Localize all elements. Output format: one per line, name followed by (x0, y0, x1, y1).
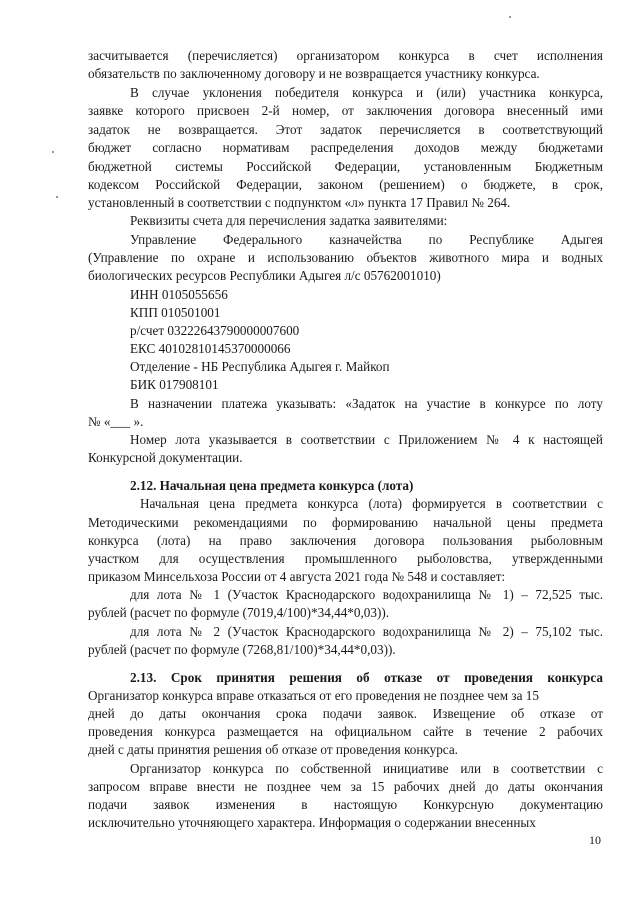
text-line: засчитывается (перечисляется) организатором конкурса в счет исполнения (88, 48, 603, 63)
text-line: Отделение - НБ Республика Адыгея г. Майкоп (130, 359, 390, 375)
text-line: запросом вправе внести не позднее чем за 15 рабочих дней до даты окончания (88, 778, 603, 794)
text-line: бюджетной системы Российской Федерации, установленным Бюджетным (88, 158, 603, 174)
text-line: Начальная цена предмета конкурса (лота) формируется в соответствии с (140, 496, 603, 512)
text-line: конкурса (лота) на право заключения договора пользования рыболовным (88, 532, 603, 548)
text-line: участком для осуществления промышленного рыболовства, утвержденными (88, 550, 603, 566)
text-line: р/счет 03222643790000007600 (130, 322, 300, 338)
scan-speck (56, 196, 58, 198)
text-line: рублей (расчет по формуле (7268,81/100)*34,44*0,03)). (88, 641, 396, 657)
text-line: дней с даты принятия решения об отказе от проведения конкурса. (88, 742, 458, 758)
text-line: ИНН 0105055656 (130, 286, 228, 302)
text-line: задаток не возвращается. Этот задаток перечисляется в соответствующий (88, 121, 603, 137)
text-line: обязательств по заключенному договору и не возвращается участнику конкурса. (88, 66, 540, 82)
text-line: рублей (расчет по формуле (7019,4/100)*34,44*0,03)). (88, 605, 390, 621)
text-line: для лота № 2 (Участок Краснодарского водохранилища № 2) – 75,102 тыс. (130, 623, 603, 639)
text-line: бюджет согласно нормативам распределения доходов между бюджетами (88, 139, 603, 155)
text-line: для лота № 1 (Участок Краснодарского водохранилища № 1) – 72,525 тыс. (130, 587, 603, 603)
scan-speck (52, 151, 54, 153)
text-line: подачи заявок изменения в настоящую Конкурсную документацию (88, 796, 603, 812)
section-heading: 2.12. Начальная цена предмета конкурса (лота) (130, 478, 414, 494)
text-line: Организатор конкурса по собственной инициативе или в соответствии с (130, 760, 603, 776)
text-line: КПП 010501001 (130, 304, 221, 320)
text-line: кодексом Российской Федерации, законом (решением) о бюджете, в срок, (88, 176, 603, 192)
section-heading: 2.13. Срок принятия решения об отказе от проведения конкурса (130, 669, 603, 685)
text-line: заявке которого присвоен 2-й номер, от заключения договора внесенный ими (88, 103, 603, 119)
text-line: биологических ресурсов Республики Адыгея л/с 05762001010) (88, 268, 441, 284)
text-line: БИК 017908101 (130, 377, 219, 393)
text-line: приказом Минсельхоза России от 4 августа 2021 года № 548 и составляет: (88, 569, 506, 584)
scan-speck (509, 16, 511, 18)
text-line: (Управление по охране и использованию объектов животного мира и водных (88, 250, 603, 266)
text-line: Реквизиты счета для перечисления задатка заявителями: (130, 213, 448, 229)
text-line: № «___ ». (88, 413, 144, 429)
text-line: дней до даты окончания срока подачи заявок. Извещение об отказе от (88, 706, 603, 721)
text-line: Организатор конкурса вправе отказаться от его проведения не позднее чем за 15 (88, 687, 539, 703)
text-line: исключительно уточняющего характера. Информация о содержании внесенных (88, 815, 536, 830)
text-line: ЕКС 40102810145370000066 (130, 341, 291, 357)
text-line: Конкурсной документации. (88, 450, 243, 466)
text-line: В случае уклонения победителя конкурса и (или) участника конкурса, (130, 85, 603, 101)
text-line: Методическими рекомендациями по формированию начальной цены предмета (88, 514, 603, 530)
text-line: Номер лота указывается в соответствии с Приложением № 4 к настоящей (130, 431, 603, 447)
text-line: проведения конкурса размещается на официальном сайте в течение 2 рабочих (88, 724, 603, 740)
page-number: 10 (589, 833, 601, 847)
text-line: установленный в соответствии с подпунктом «л» пункта 17 Правил № 264. (88, 195, 511, 210)
text-line: Управление Федерального казначейства по Республике Адыгея (130, 232, 603, 248)
text-line: В назначении платежа указывать: «Задаток на участие в конкурсе по лоту (130, 395, 603, 411)
